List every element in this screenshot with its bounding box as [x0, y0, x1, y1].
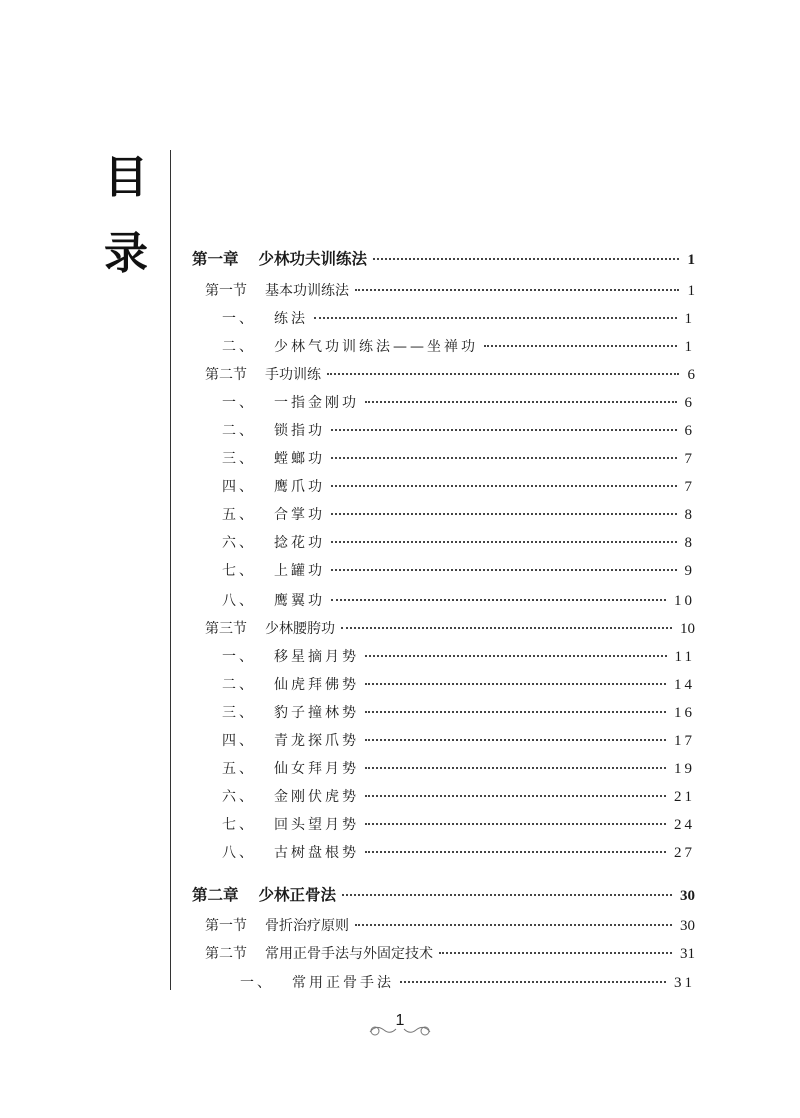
dot-leader	[400, 981, 666, 983]
toc-item-entry[interactable]	[222, 646, 695, 668]
dot-leader	[331, 429, 677, 431]
entry-title: 古树盘根势	[274, 845, 359, 861]
dot-leader	[327, 373, 679, 375]
dot-leader	[365, 823, 666, 825]
toc-item-entry[interactable]	[222, 560, 695, 582]
toc-chapter-entry[interactable]	[192, 883, 695, 905]
dot-leader	[373, 258, 679, 260]
toc-item-entry[interactable]	[222, 392, 695, 414]
entry-number: 第一节	[205, 283, 247, 299]
entry-page: 6	[684, 423, 695, 439]
entry-title: 上罐功	[274, 563, 325, 579]
entry-page: 30	[680, 918, 695, 934]
entry-title: 合掌功	[274, 507, 325, 523]
toc-item-entry[interactable]	[222, 674, 695, 696]
entry-number: 第一节	[205, 918, 247, 934]
toc-item-entry[interactable]	[222, 730, 695, 752]
toc-item-entry[interactable]	[222, 814, 695, 836]
entry-page: 24	[674, 817, 695, 833]
toc-chapter-entry[interactable]	[192, 247, 695, 269]
entry-page: 1	[687, 283, 695, 299]
dot-leader	[331, 485, 677, 487]
dot-leader	[355, 924, 672, 926]
dot-leader	[355, 289, 679, 291]
entry-title: 移星摘月势	[274, 649, 359, 665]
entry-number: 四、	[222, 479, 256, 495]
entry-title: 金刚伏虎势	[274, 789, 359, 805]
entry-number: 一、	[222, 649, 256, 665]
divider-line	[170, 150, 171, 990]
entry-page: 8	[684, 535, 695, 551]
entry-number: 一、	[222, 311, 256, 327]
toc-item-entry[interactable]	[222, 336, 695, 358]
toc-section-entry[interactable]	[205, 943, 695, 965]
dot-leader	[484, 345, 677, 347]
toc-section-entry[interactable]	[205, 364, 695, 386]
toc-item-entry[interactable]	[222, 758, 695, 780]
entry-number: 六、	[222, 789, 256, 805]
toc-section-entry[interactable]	[205, 280, 695, 302]
entry-page: 8	[684, 507, 695, 523]
entry-page: 31	[680, 946, 695, 962]
entry-number: 五、	[222, 761, 256, 777]
entry-number: 五、	[222, 507, 256, 523]
entry-title: 仙虎拜佛势	[274, 677, 359, 693]
toc-item-entry[interactable]	[222, 476, 695, 498]
entry-title: 少林气功训练法——坐禅功	[274, 339, 478, 355]
entry-title: 豹子撞林势	[274, 705, 359, 721]
entry-page: 1	[684, 311, 695, 327]
toc-item-entry[interactable]	[222, 532, 695, 554]
entry-page: 10	[680, 621, 695, 637]
entry-number: 七、	[222, 563, 256, 579]
entry-title: 锁指功	[274, 423, 325, 439]
entry-number: 第二节	[205, 946, 247, 962]
entry-page: 27	[674, 845, 695, 861]
toc-heading-char-2: 录	[104, 228, 148, 279]
entry-title: 鹰爪功	[274, 479, 325, 495]
entry-page: 9	[684, 563, 695, 579]
entry-title: 骨折治疗原则	[265, 918, 349, 934]
entry-number: 四、	[222, 733, 256, 749]
entry-page: 1	[687, 252, 695, 268]
entry-number: 第二节	[205, 367, 247, 383]
entry-page: 6	[684, 395, 695, 411]
entry-number: 八、	[222, 845, 256, 861]
toc-section-entry[interactable]	[205, 915, 695, 937]
dot-leader	[365, 401, 677, 403]
entry-page: 1	[684, 339, 695, 355]
dot-leader	[365, 711, 666, 713]
toc-section-entry[interactable]	[205, 618, 695, 640]
page-number: 1	[395, 1012, 405, 1029]
entry-page: 19	[674, 761, 695, 777]
entry-title: 仙女拜月势	[274, 761, 359, 777]
entry-title: 少林腰胯功	[265, 621, 335, 637]
entry-number: 八、	[222, 593, 256, 609]
dot-leader	[365, 739, 666, 741]
entry-title: 青龙探爪势	[274, 733, 359, 749]
entry-page: 10	[674, 593, 695, 609]
dot-leader	[365, 683, 666, 685]
entry-page: 11	[674, 649, 695, 665]
entry-number: 六、	[222, 535, 256, 551]
entry-number: 一、	[240, 975, 274, 991]
dot-leader	[365, 795, 666, 797]
toc-item-entry[interactable]	[222, 308, 695, 330]
entry-title: 少林正骨法	[258, 885, 337, 904]
entry-title: 鹰翼功	[274, 593, 325, 609]
dot-leader	[331, 599, 666, 601]
entry-page: 14	[674, 677, 695, 693]
entry-number: 第二章	[192, 885, 239, 904]
toc-item-entry[interactable]	[222, 702, 695, 724]
entry-title: 捻花功	[274, 535, 325, 551]
entry-page: 16	[674, 705, 695, 721]
entry-number: 一、	[222, 395, 256, 411]
entry-page: 17	[674, 733, 695, 749]
entry-page: 7	[684, 451, 695, 467]
dot-leader	[365, 851, 666, 853]
entry-title: 少林功夫训练法	[258, 249, 368, 268]
toc-heading-char-1: 目	[104, 152, 148, 203]
entry-title: 手功训练	[265, 367, 321, 383]
entry-number: 第三节	[205, 621, 247, 637]
toc-item-entry[interactable]	[222, 504, 695, 526]
toc-item-entry[interactable]	[222, 420, 695, 442]
dot-leader	[314, 317, 677, 319]
dot-leader	[331, 513, 677, 515]
entry-page: 31	[674, 975, 695, 991]
entry-title: 常用正骨手法与外固定技术	[265, 946, 433, 962]
entry-number: 二、	[222, 339, 256, 355]
toc-item-entry[interactable]	[222, 590, 695, 612]
entry-number: 二、	[222, 677, 256, 693]
entry-number: 七、	[222, 817, 256, 833]
entry-page: 6	[687, 367, 695, 383]
dot-leader	[331, 541, 677, 543]
entry-number: 二、	[222, 423, 256, 439]
entry-title: 练法	[274, 311, 308, 327]
toc-item-entry[interactable]	[222, 448, 695, 470]
entry-title: 螳螂功	[274, 451, 325, 467]
toc-item-entry[interactable]	[222, 786, 695, 808]
entry-title: 回头望月势	[274, 817, 359, 833]
entry-title: 常用正骨手法	[292, 975, 394, 991]
dot-leader	[341, 627, 672, 629]
toc-item-entry[interactable]	[240, 972, 695, 994]
entry-number: 第一章	[192, 249, 239, 268]
entry-number: 三、	[222, 451, 256, 467]
entry-page: 21	[674, 789, 695, 805]
entry-page: 7	[684, 479, 695, 495]
dot-leader	[342, 894, 672, 896]
dot-leader	[365, 655, 667, 657]
dot-leader	[439, 952, 672, 954]
entry-number: 三、	[222, 705, 256, 721]
entry-title: 基本功训练法	[265, 283, 349, 299]
dot-leader	[365, 767, 666, 769]
entry-title: 一指金刚功	[274, 395, 359, 411]
dot-leader	[331, 457, 677, 459]
page-footer	[366, 1012, 434, 1042]
entry-page: 30	[680, 888, 695, 904]
toc-item-entry[interactable]	[222, 842, 695, 864]
dot-leader	[331, 569, 677, 571]
